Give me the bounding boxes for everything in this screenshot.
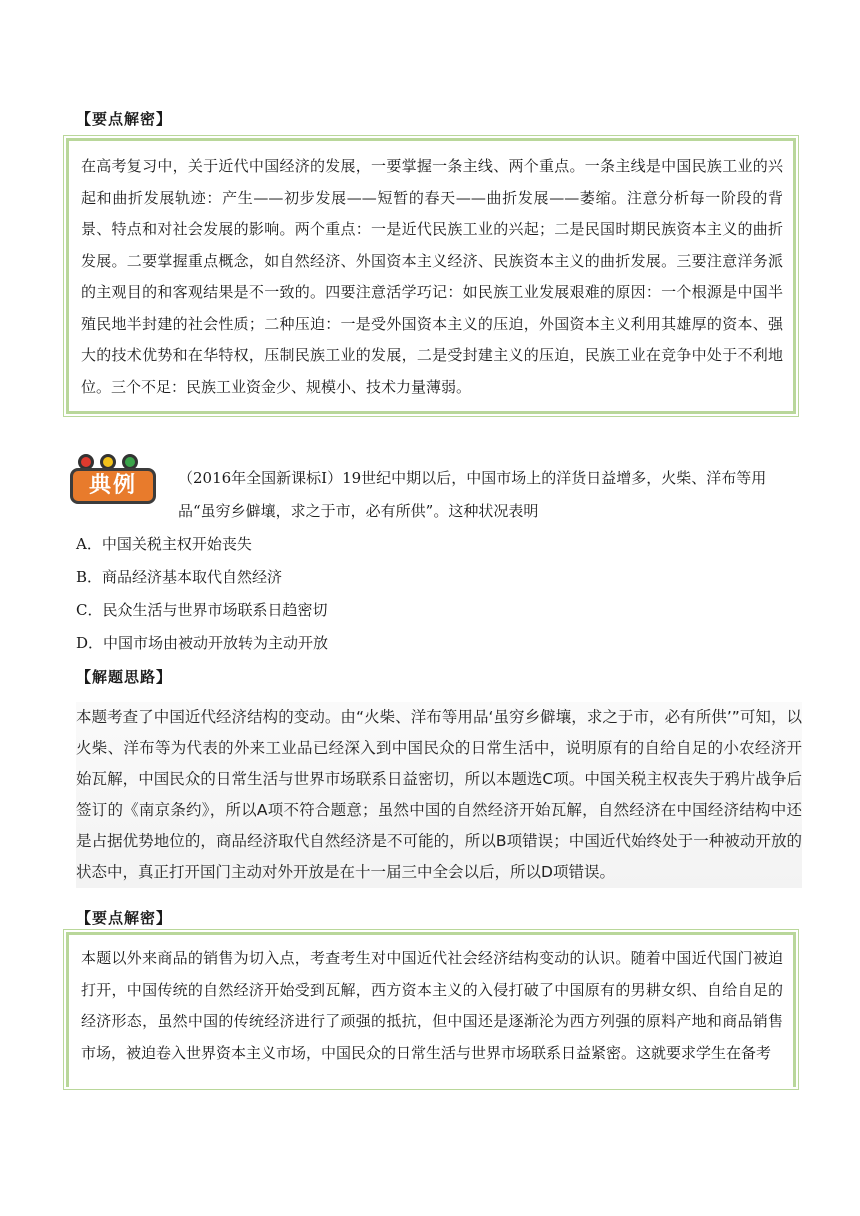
option-a: A．中国关税主权开始丧失 xyxy=(76,535,252,553)
answer-options xyxy=(76,528,328,660)
solution-analysis xyxy=(76,702,802,888)
key-points-text: 在高考复习中，关于近代中国经济的发展，一要掌握一条主线、两个重点。一条主线是中国民族工业的兴起和曲折发展轨迹：产生——初步发展——短暂的春天——曲折发展——萎缩。注意分析每一阶段的背景、特点和对社会发展的影响。两个重点：一是近代民族工业的兴起；二是民国时期民族资本主义的曲折发展。二要掌握重点概念，如自然经济、外国资本主义经济、民族资本主义的曲折发展。三要注意洋务派的主观目的和客观结果是不一致的。四要注意活学巧记：如民族工业发展艰难的原因：一个根源是中国半殖民地半封建的社会性质；二种压迫：一是受外国资本主义的压迫，外国资本主义利用其雄厚的资本、强大的技术优势和在华特权，压制民族工业的发展，二是受封建主义的压迫，民族工业在竞争中处于不利地位。三个不足：民族工业资金少、规模小、技术力量薄弱。 xyxy=(81,157,783,396)
solution-text: 本题考查了中国近代经济结构的变动。由“火柴、洋布等用品‘虽穷乡僻壤，求之于市，必有所供’”可知，以火柴、洋布等为代表的外来工业品已经深入到中国民众的日常生活中，说明原有的自给自足的小农经济开始瓦解，中国民众的日常生活与世界市场联系日益密切，所以本题选C项。中国关税主权丧失于鸦片战争后签订的《南京条约》，所以A项不符合题意；虽然中国的自然经济开始瓦解，自然经济在中国经济结构中还是占据优势地位的，商品经济取代自然经济是不可能的，所以B项错误；中国近代始终处于一种被动开放的状态中，真正打开国门主动对外开放是在十一届三中全会以后，所以D项错误。 xyxy=(76,708,802,881)
option-c: C．民众生活与世界市场联系日趋密切 xyxy=(76,601,328,619)
option-b: B．商品经济基本取代自然经济 xyxy=(76,568,283,586)
solution-heading: 【解题思路】 xyxy=(76,668,173,686)
section-heading: 【要点解密】 xyxy=(76,110,173,128)
key-points-box xyxy=(66,138,796,414)
example-label: 典例 xyxy=(70,468,156,504)
key-points-box-2 xyxy=(66,932,796,1087)
key-points-text-2: 本题以外来商品的销售为切入点，考查考生对中国近代社会经济结构变动的认识。随着中国近代国门被迫打开，中国传统的自然经济开始受到瓦解，西方资本主义的入侵打破了中国原有的男耕女织、自给自足的经济形态，虽然中国的传统经济进行了顽强的抵抗，但中国还是逐渐沦为西方列强的原料产地和商品销售市场，被迫卷入世界资本主义市场，中国民众的日常生活与世界市场联系日益紧密。这就要求学生在备考 xyxy=(81,949,783,1062)
question-text: （2016年全国新课标Ⅰ）19世纪中期以后，中国市场上的洋货日益增多，火柴、洋布等用品“虽穷乡僻壤，求之于市，必有所供”。这种状况表明 xyxy=(178,469,767,520)
section-heading-2: 【要点解密】 xyxy=(76,909,173,927)
example-logo xyxy=(70,452,164,508)
option-d: D．中国市场由被动开放转为主动开放 xyxy=(76,634,329,652)
